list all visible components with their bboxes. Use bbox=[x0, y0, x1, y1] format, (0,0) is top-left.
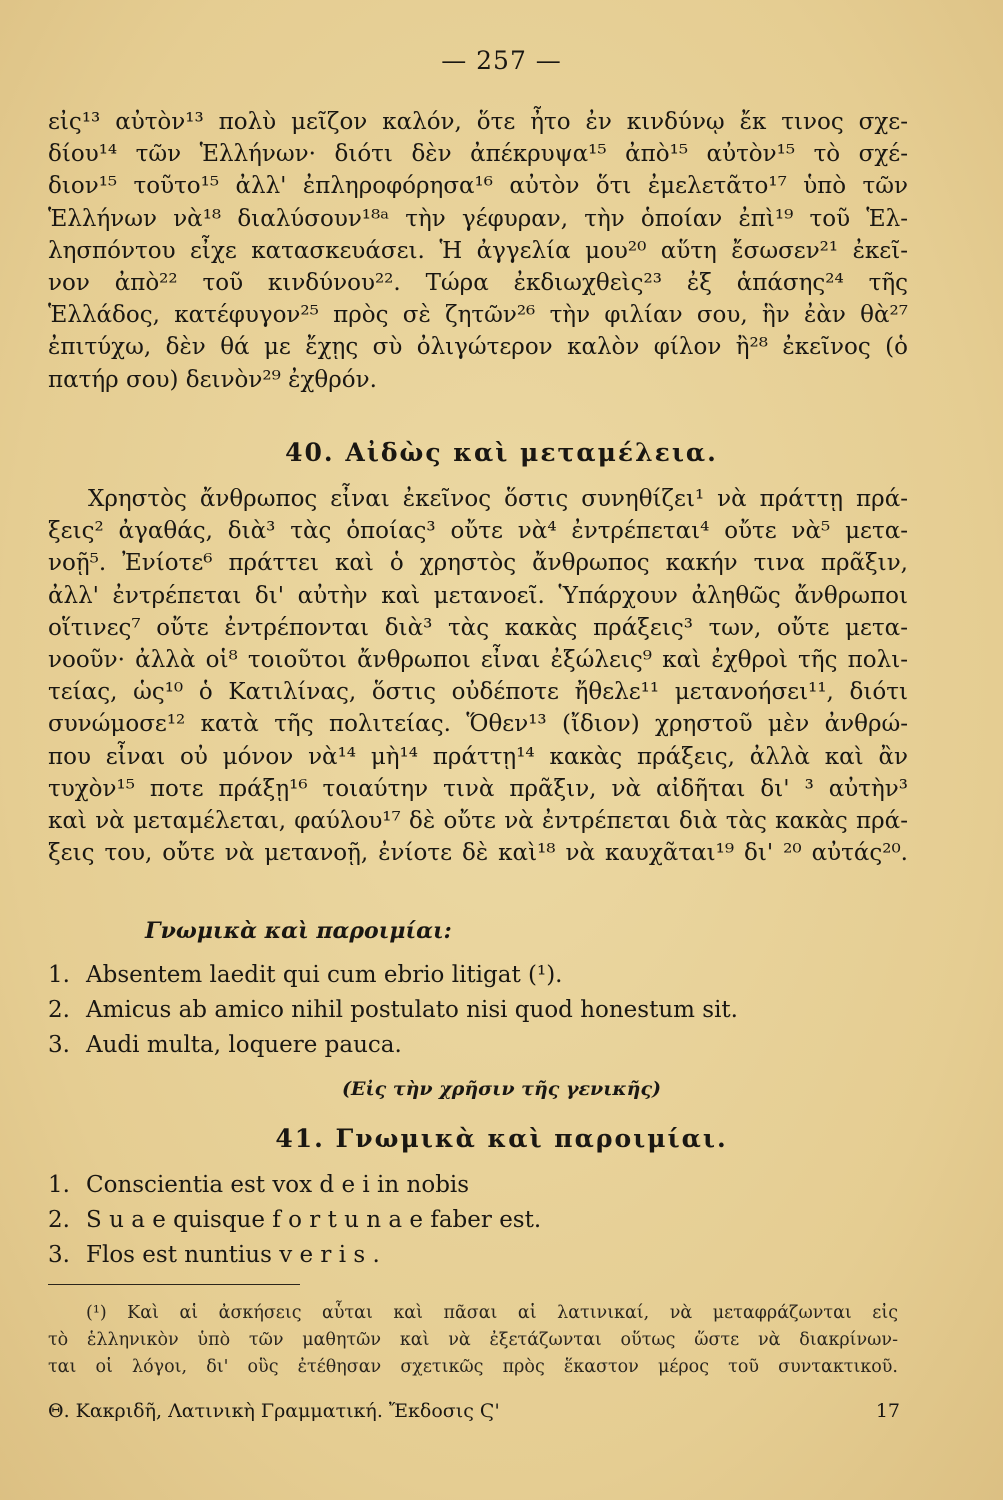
text-line: νοῇ⁵. Ἐνίοτε⁶ πράττει καὶ ὁ χρηστὸς ἄνθρωπος κακήν τινα πρᾶξιν, bbox=[48, 550, 908, 577]
footnote-line: (¹) Καὶ αἱ ἀσκήσεις αὗται καὶ πᾶσαι αἱ λατινικαί, νὰ μεταφράζωνται εἰς bbox=[86, 1303, 898, 1323]
text-line: συνώμοσε¹² κατὰ τῆς πολιτείας. Ὅθεν¹³ (ἴδιον) χρηστοῦ μὲν ἀνθρώ- bbox=[48, 711, 908, 738]
paragraph-1 bbox=[48, 106, 908, 396]
paragraph-2 bbox=[48, 483, 908, 869]
text-line: νοοῦν· ἀλλὰ οἱ⁸ τοιοῦτοι ἄνθρωποι εἶναι ἐξώλεις⁹ καὶ ἐχθροὶ τῆς πολι- bbox=[48, 647, 908, 674]
footnote-divider bbox=[48, 1284, 300, 1285]
page-number: — 257 — bbox=[441, 46, 562, 75]
item-text: S u a e quisque f o r t u n a e faber est. bbox=[86, 1207, 542, 1233]
item-text: Amicus ab amico nihil postulato nisi quod honestum sit. bbox=[86, 997, 738, 1023]
section-title: Αἰδὼς καὶ μεταμέλεια. bbox=[345, 438, 718, 467]
text-line: ξεις² ἀγαθάς, διὰ³ τὰς ὁποίας³ οὔτε νὰ⁴ ἐντρέπεται⁴ οὔτε νὰ⁵ μετα- bbox=[48, 518, 908, 545]
list-item bbox=[48, 1028, 928, 1063]
book-signature: Θ. Κακριδῆ, Λατινικὴ Γραμματική. Ἔκδοσις Ϛ' bbox=[48, 1400, 500, 1422]
footnote-line: τὸ ἑλληνικὸν ὑπὸ τῶν μαθητῶν καὶ νὰ ἐξετάζωνται οὕτως ὥστε νὰ διακρίνων- bbox=[48, 1330, 898, 1350]
text-line: ἐπιτύχω, δὲν θά με ἔχῃς σὺ ὀλιγώτερον καλὸν φίλον ἢ²⁸ ἐκεῖνος (ὁ bbox=[48, 334, 908, 361]
text-line: Χρηστὸς ἄνθρωπος εἶναι ἐκεῖνος ὅστις συνηθίζει¹ νὰ πράττῃ πρά- bbox=[88, 486, 908, 512]
list-item bbox=[48, 993, 928, 1028]
list-item bbox=[48, 958, 928, 993]
list-item bbox=[48, 1238, 928, 1273]
section-40-heading bbox=[0, 438, 1003, 467]
footnote-line: ται οἱ λόγοι, δι' οὓς ἐτέθησαν σχετικῶς πρὸς ἕκαστον μέρος τοῦ συντακτικοῦ. bbox=[48, 1357, 898, 1377]
item-number: 3. bbox=[48, 1032, 70, 1058]
text-line: Ἑλλήνων νὰ¹⁸ διαλύσουν¹⁸ᵃ τὴν γέφυραν, τὴν ὁποίαν ἐπὶ¹⁹ τοῦ Ἑλ- bbox=[48, 205, 908, 232]
proverbs-subheading: Γνωμικὰ καὶ παροιμίαι: bbox=[145, 918, 452, 944]
text-line: νον ἀπὸ²² τοῦ κινδύνου²². Τώρα ἐκδιωχθεὶς²³ ἐξ ἁπάσης²⁴ τῆς bbox=[48, 270, 908, 297]
item-text: Conscientia est vox d e i in nobis bbox=[86, 1172, 470, 1198]
text-line: εἰς¹³ αὐτὸν¹³ πολὺ μεῖζον καλόν, ὅτε ἦτο ἐν κινδύνῳ ἔκ τινος σχε- bbox=[48, 109, 908, 135]
text-line: λησπόντου εἶχε κατασκευάσει. Ἡ ἀγγελία μου²⁰ αὕτη ἔσωσεν²¹ ἐκεῖ- bbox=[48, 237, 908, 264]
item-number: 2. bbox=[48, 997, 70, 1023]
text-line: καὶ νὰ μεταμέλεται, φαύλου¹⁷ δὲ οὔτε νὰ ἐντρέπεται διὰ τὰς κακὰς πρά- bbox=[48, 808, 908, 835]
section-title: Γνωμικὰ καὶ παροιμίαι. bbox=[335, 1124, 728, 1153]
genitive-caption: (Εἰς τὴν χρῆσιν τῆς γενικῆς) bbox=[341, 1078, 662, 1100]
list-item bbox=[48, 1203, 928, 1238]
signature-number: 17 bbox=[875, 1400, 900, 1422]
section-number: 41. bbox=[275, 1124, 325, 1153]
item-number: 1. bbox=[48, 962, 70, 988]
item-text: Audi multa, loquere pauca. bbox=[86, 1032, 402, 1058]
proverbs-list-1 bbox=[48, 958, 928, 1063]
text-line: δίου¹⁴ τῶν Ἑλλήνων· διότι δὲν ἀπέκρυψα¹⁵ ἀπὸ¹⁵ αὐτὸν¹⁵ τὸ σχέ- bbox=[48, 141, 908, 168]
text-line: τυχὸν¹⁵ ποτε πράξῃ¹⁶ τοιαύτην τινὰ πρᾶξιν, νὰ αἰδῆται δι' ³ αὐτὴν³ bbox=[48, 775, 908, 802]
text-line: διον¹⁵ τοῦτο¹⁵ ἀλλ' ἐπληροφόρησα¹⁶ αὐτὸν ὅτι ἐμελετᾶτο¹⁷ ὑπὸ τῶν bbox=[48, 173, 908, 200]
item-number: 1. bbox=[48, 1172, 70, 1198]
item-number: 3. bbox=[48, 1242, 70, 1268]
list-item bbox=[48, 1168, 928, 1203]
text-line: Ἑλλάδος, κατέφυγον²⁵ πρὸς σὲ ζητῶν²⁶ τὴν φιλίαν σου, ἣν ἐὰν θὰ²⁷ bbox=[48, 302, 908, 329]
text-line: που εἶναι οὐ μόνον νὰ¹⁴ μὴ¹⁴ πράττῃ¹⁴ κακὰς πράξεις, ἀλλὰ καὶ ἂν bbox=[48, 743, 908, 770]
text-line: οἵτινες⁷ οὔτε ἐντρέπονται διὰ³ τὰς κακὰς πράξεις³ των, οὔτε μετα- bbox=[48, 614, 908, 641]
item-text: Absentem laedit qui cum ebrio litigat (¹). bbox=[86, 962, 563, 988]
text-line: τείας, ὡς¹⁰ ὁ Κατιλίνας, ὅστις οὐδέποτε ἤθελε¹¹ μετανοήσει¹¹, διότι bbox=[48, 679, 908, 706]
footnote bbox=[48, 1300, 898, 1381]
item-number: 2. bbox=[48, 1207, 70, 1233]
section-41-heading bbox=[0, 1124, 1003, 1153]
item-text: Flos est nuntius v e r i s . bbox=[86, 1242, 380, 1268]
proverbs-list-2 bbox=[48, 1168, 928, 1273]
text-line: ἀλλ' ἐντρέπεται δι' αὐτὴν καὶ μετανοεῖ. Ὑπάρχουν ἀληθῶς ἄνθρωποι bbox=[48, 582, 908, 609]
text-line: ξεις του, οὔτε νὰ μετανοῇ, ἐνίοτε δὲ καὶ¹⁸ νὰ καυχᾶται¹⁹ δι' ²⁰ αὐτάς²⁰. bbox=[48, 840, 908, 867]
text-line: πατήρ σου) δεινὸν²⁹ ἐχθρόν. bbox=[48, 366, 377, 393]
signature-line bbox=[48, 1400, 900, 1422]
section-number: 40. bbox=[285, 438, 335, 467]
